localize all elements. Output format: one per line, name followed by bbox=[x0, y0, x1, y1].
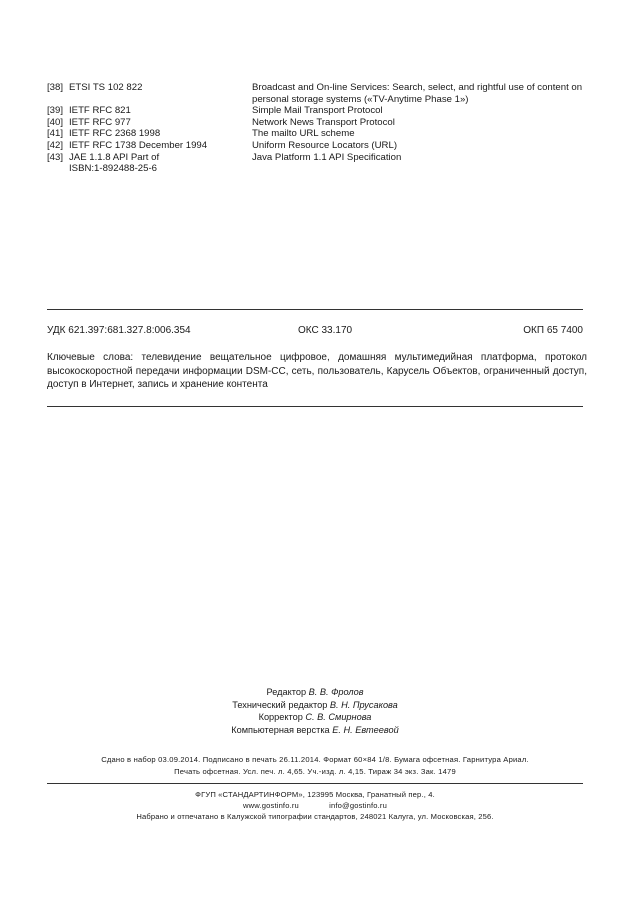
reference-number: [38] bbox=[47, 82, 64, 93]
reference-number: [43] bbox=[47, 151, 64, 163]
publisher-website[interactable]: www.gostinfo.ru bbox=[243, 801, 299, 810]
reference-item bbox=[47, 117, 587, 129]
credit-corrector bbox=[210, 711, 420, 724]
reference-code: IETF RFC 1738 December 1994 bbox=[69, 139, 208, 151]
credit-role: Корректор bbox=[258, 712, 303, 723]
divider-imprint bbox=[47, 783, 583, 784]
credit-role: Технический редактор bbox=[232, 699, 328, 710]
credit-name: Е. Н. Евтеевой bbox=[332, 724, 399, 735]
reference-number: [42] bbox=[47, 139, 64, 151]
reference-code: IETF RFC 821 bbox=[69, 105, 131, 117]
okp-code: ОКП 65 7400 bbox=[523, 325, 583, 336]
credits-block bbox=[210, 686, 420, 736]
reference-code: IETF RFC 977 bbox=[69, 116, 131, 128]
oks-code: ОКС 33.170 bbox=[298, 325, 353, 336]
reference-title: Network News Transport Protocol bbox=[252, 116, 395, 128]
publisher-block bbox=[47, 789, 583, 822]
publisher-contacts bbox=[47, 800, 583, 811]
udk-code: УДК 621.397:681.327.8:006.354 bbox=[47, 325, 191, 336]
divider-top bbox=[47, 309, 583, 310]
imprint-line-2: Печать офсетная. Усл. печ. л. 4,65. Уч.-изд. л. 4,15. Тираж 34 экз. Зак. 1479 bbox=[174, 767, 456, 776]
publisher-email[interactable]: info@gostinfo.ru bbox=[329, 801, 387, 810]
references-list bbox=[47, 82, 587, 175]
reference-code bbox=[69, 152, 252, 175]
credit-role: Компьютерная верстка bbox=[231, 724, 330, 735]
credit-name: В. В. Фролов bbox=[308, 687, 364, 697]
reference-title: Broadcast and On-line Services: Search, select, and rightful use of content on personal storage systems («TV-Anytime Phase 1») bbox=[252, 82, 583, 105]
printing-house: Набрано и отпечатано в Калужской типографии стандартов, 248021 Калуга, ул. Московская, 256. bbox=[136, 812, 494, 821]
credit-tech-editor bbox=[210, 699, 420, 712]
reference-title: Java Platform 1.1 API Specification bbox=[252, 151, 402, 163]
publisher-address: ФГУП «СТАНДАРТИНФОРМ», 123995 Москва, Гранатный пер., 4. bbox=[195, 790, 435, 799]
reference-item bbox=[47, 152, 587, 175]
reference-code: ETSI TS 102 822 bbox=[69, 82, 143, 93]
reference-item bbox=[47, 105, 587, 117]
reference-title: Simple Mail Transport Protocol bbox=[252, 105, 383, 117]
reference-number: [41] bbox=[47, 128, 64, 140]
imprint-block bbox=[47, 754, 583, 778]
reference-item bbox=[47, 82, 587, 105]
credit-role: Редактор bbox=[266, 687, 307, 697]
credit-name: В. Н. Прусакова bbox=[329, 699, 398, 710]
imprint-line-1: Сдано в набор 03.09.2014. Подписано в печать 26.11.2014. Формат 60×84 1/8. Бумага офсетная. Гарнитура Ариал. bbox=[101, 755, 529, 764]
reference-title: Uniform Resource Locators (URL) bbox=[252, 139, 398, 151]
keywords-paragraph: Ключевые слова: телевидение вещательное цифровое, домашняя мультимедийная платформа, протокол высокоскоростной передачи информации DSM-CC, сеть, пользователь, Карусель Объектов, ограниченный доступ, доступ в Интернет, запись и хранение контента bbox=[47, 352, 587, 390]
reference-code: IETF RFC 2368 1998 bbox=[69, 128, 161, 140]
credit-editor bbox=[210, 686, 420, 699]
reference-item bbox=[47, 128, 587, 140]
reference-number: [39] bbox=[47, 105, 64, 117]
reference-code-line: JAE 1.1.8 API Part of bbox=[69, 151, 160, 163]
credit-name: С. В. Смирнова bbox=[305, 712, 372, 723]
reference-isbn: ISBN:1-892488-25-6 bbox=[69, 163, 157, 175]
divider-bottom bbox=[47, 406, 583, 407]
reference-item bbox=[47, 140, 587, 152]
reference-number: [40] bbox=[47, 116, 64, 128]
credit-layout bbox=[210, 724, 420, 737]
reference-title: The mailto URL scheme bbox=[252, 128, 355, 140]
